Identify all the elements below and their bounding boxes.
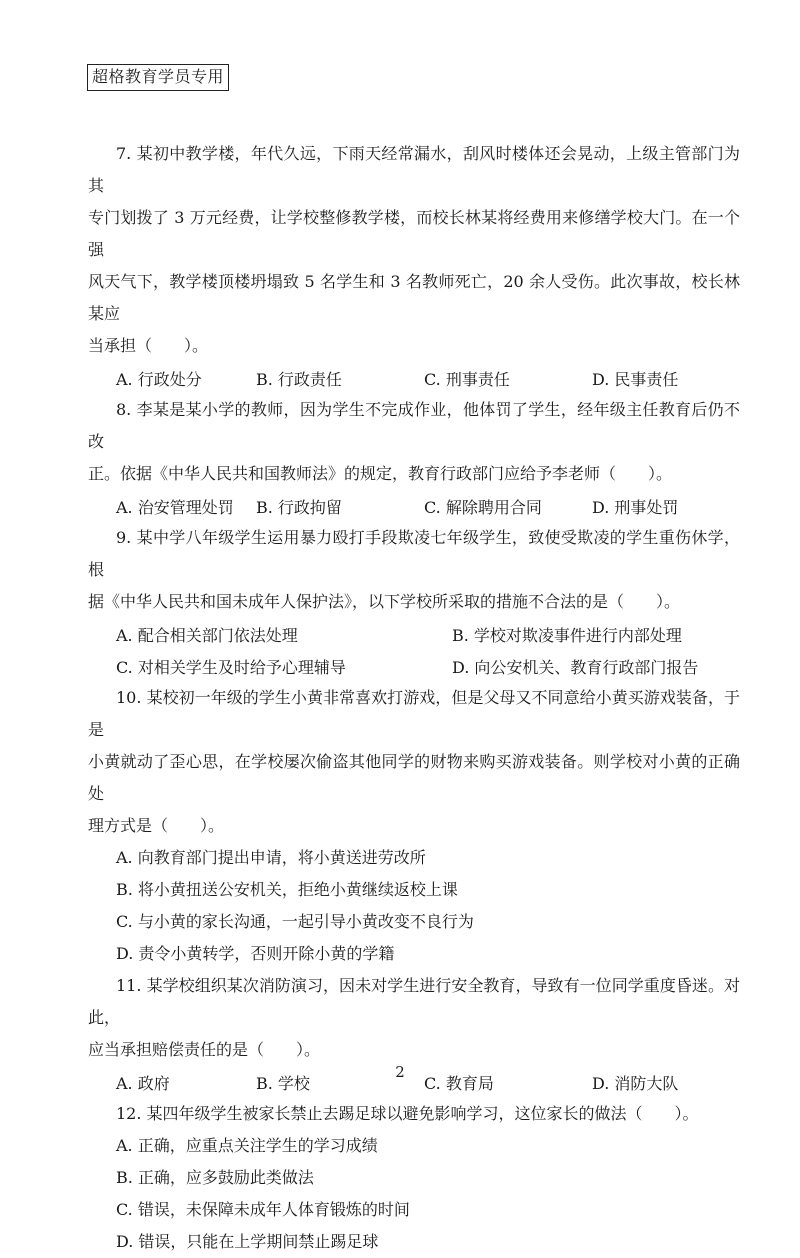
question-8-stem-line: 正。依据《中华人民共和国教师法》的规定，教育行政部门应给予李老师（ ）。 (88, 464, 673, 483)
question-9-options-row-1 (88, 618, 740, 650)
option-d[interactable]: D. 刑事处罚 (592, 497, 679, 517)
question-7-stem: 7. 某初中教学楼，年代久远，下雨天经常漏水，刮风时楼体还会晃动，上级主管部门为其 (88, 144, 740, 195)
question-11-stem-line: 应当承担赔偿责任的是（ ）。 (88, 1040, 321, 1059)
question-12-stem: 12. 某四年级学生被家长禁止去踢足球以避免影响学习，这位家长的做法（ ）。 (116, 1104, 699, 1123)
question-8-stem: 8. 李某是某小学的教师，因为学生不完成作业，他体罚了学生，经年级主任教育后仍不改 (88, 400, 740, 451)
question-10-stem: 10. 某校初一年级的学生小黄非常喜欢打游戏，但是父母又不同意给小黄买游戏装备，于是 (88, 688, 740, 739)
question-10-stem-line: 小黄就动了歪心思，在学校屡次偷盗其他同学的财物来购买游戏装备。则学校对小黄的正确处 (88, 752, 740, 803)
option-b[interactable]: B. 行政拘留 (256, 497, 342, 517)
option-d[interactable]: D. 向公安机关、教育行政部门报告 (452, 657, 699, 677)
question-8 (88, 394, 740, 522)
option-b[interactable]: B. 学校 (256, 1073, 310, 1093)
question-9-stem-line: 据《中华人民共和国未成年人保护法》，以下学校所采取的措施不合法的是（ ）。 (88, 592, 681, 611)
option-c[interactable]: C. 与小黄的家长沟通，一起引导小黄改变不良行为 (116, 912, 474, 931)
header-label: 超格教育学员专用 (87, 64, 229, 91)
option-c[interactable]: C. 解除聘用合同 (424, 497, 542, 517)
option-b[interactable]: B. 正确，应多鼓励此类做法 (116, 1168, 314, 1187)
question-9-options-row-2 (88, 650, 740, 682)
page-number: 2 (395, 1063, 405, 1081)
option-a[interactable]: A. 正确，应重点关注学生的学习成绩 (116, 1136, 378, 1155)
option-d[interactable]: D. 责令小黄转学，否则开除小黄的学籍 (116, 944, 395, 963)
question-10 (88, 682, 740, 970)
question-10-stem-line: 理方式是（ ）。 (88, 816, 225, 835)
option-c[interactable]: C. 对相关学生及时给予心理辅导 (116, 657, 346, 677)
option-d[interactable]: D. 消防大队 (592, 1073, 679, 1093)
question-12 (88, 1098, 740, 1258)
option-d[interactable]: D. 民事责任 (592, 369, 679, 389)
question-list (88, 138, 740, 1258)
option-a[interactable]: A. 向教育部门提出申请，将小黄送进劳改所 (116, 848, 426, 867)
option-d[interactable]: D. 错误，只能在上学期间禁止踢足球 (116, 1232, 379, 1251)
question-7-stem-line: 风天气下，教学楼顶楼坍塌致 5 名学生和 3 名教师死亡，20 余人受伤。此次事故，校长林某应 (88, 272, 740, 323)
option-b[interactable]: B. 将小黄扭送公安机关，拒绝小黄继续返校上课 (116, 880, 458, 899)
option-a[interactable]: A. 治安管理处罚 (116, 497, 234, 517)
option-c[interactable]: C. 错误，未保障未成年人体育锻炼的时间 (116, 1200, 410, 1219)
option-a[interactable]: A. 行政处分 (116, 369, 202, 389)
option-b[interactable]: B. 行政责任 (256, 369, 342, 389)
question-9-stem: 9. 某中学八年级学生运用暴力殴打手段欺凌七年级学生，致使受欺凌的学生重伤休学，根 (88, 528, 740, 579)
option-a[interactable]: A. 政府 (116, 1073, 170, 1093)
option-c[interactable]: C. 刑事责任 (424, 369, 510, 389)
question-11-stem: 11. 某学校组织某次消防演习，因未对学生进行安全教育，导致有一位同学重度昏迷。对此， (88, 976, 740, 1027)
option-a[interactable]: A. 配合相关部门依法处理 (116, 625, 298, 645)
option-b[interactable]: B. 学校对欺凌事件进行内部处理 (452, 625, 682, 645)
question-7 (88, 138, 740, 394)
option-c[interactable]: C. 教育局 (424, 1073, 494, 1093)
question-7-stem-line: 当承担（ ）。 (88, 336, 209, 355)
question-8-options (88, 490, 740, 522)
question-7-stem-line: 专门划拨了 3 万元经费，让学校整修教学楼，而校长林某将经费用来修缮学校大门。在一个强 (88, 208, 740, 259)
question-9 (88, 522, 740, 682)
question-7-options (88, 362, 740, 394)
